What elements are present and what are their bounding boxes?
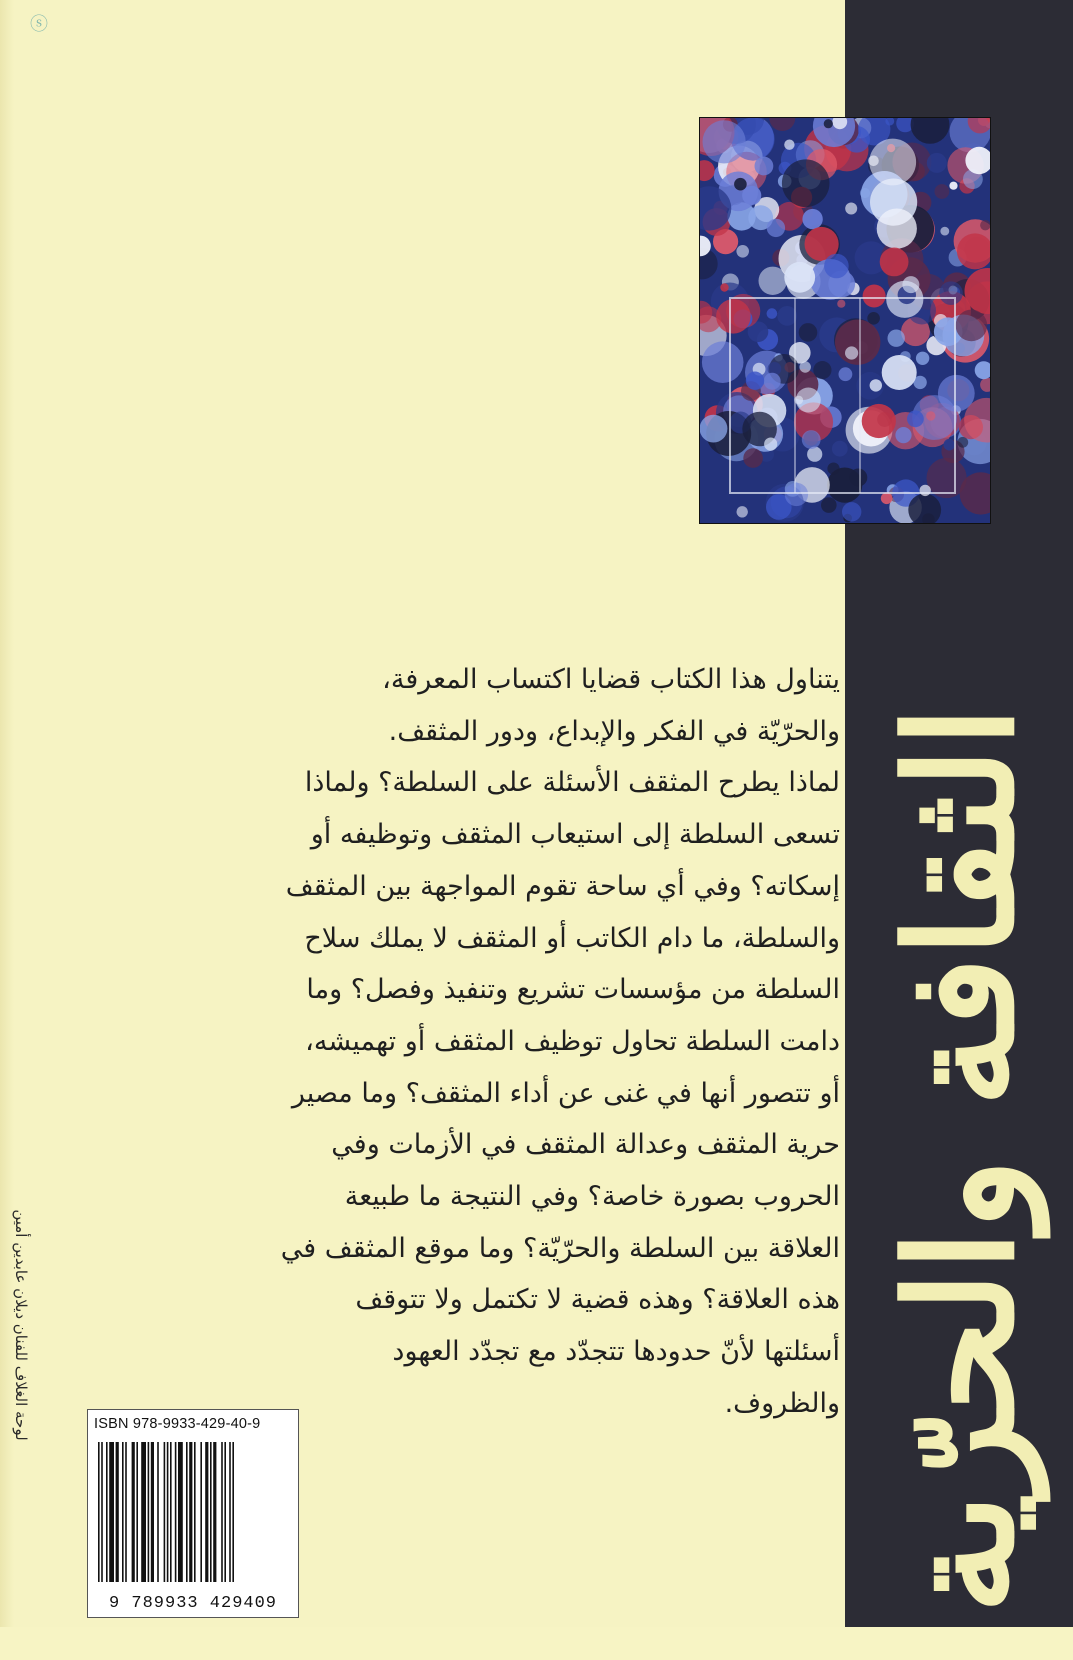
description [150, 654, 840, 1430]
cover-painting [700, 118, 990, 523]
corner-mark: ⓢ [30, 14, 48, 35]
barcode-digits: 9 789933 429409 [108, 1594, 278, 1613]
description-line: هذه العلاقة؟ وهذه قضية لا تكتمل ولا تتوقف [355, 1284, 840, 1316]
description-line: والظروف. [724, 1387, 840, 1419]
book-title: الثقافة والحرّية [873, 706, 1047, 1614]
barcode-bars [98, 1442, 288, 1582]
description-line: يتناول هذا الكتاب قضايا اكتساب المعرفة، [382, 664, 840, 695]
description-line: دامت السلطة تحاول توظيف المثقف أو تهميشه، [305, 1025, 840, 1057]
description-line: أسئلتها لأنّ حدودها تتجدّد مع تجدّد العهود [392, 1336, 840, 1368]
description-line: تسعى السلطة إلى استيعاب المثقف وتوظيفه أو [310, 819, 840, 851]
description-line: حرية المثقف وعدالة المثقف في الأزمات وفي [331, 1129, 840, 1161]
cover-credit: لوحة الغلاف للفنان ديلان عابدين أمين [12, 1209, 30, 1441]
description-line: الحروب بصورة خاصة؟ وفي النتيجة ما طبيعة [344, 1181, 840, 1213]
barcode [87, 1409, 299, 1618]
description-line: العلاقة بين السلطة والحرّيّة؟ وما موقع المثقف في [280, 1232, 840, 1264]
description-line: والحرّيّة في الفكر والإبداع، ودور المثقف. [388, 715, 840, 747]
description-line: إسكاته؟ وفي أي ساحة تقوم المواجهة بين المثقف [285, 870, 840, 902]
description-line: السلطة من مؤسسات تشريع وتنفيذ وفصل؟ وما [306, 974, 840, 1006]
description-line: أو تتصور أنها في غنى عن أداء المثقف؟ وما مصير [291, 1077, 840, 1109]
isbn-label: ISBN 978-9933-429-40-9 [94, 1416, 261, 1432]
description-line: لماذا يطرح المثقف الأسئلة على السلطة؟ ولماذا [304, 767, 840, 799]
description-line: والسلطة، ما دام الكاتب أو المثقف لا يملك سلاح [304, 922, 840, 954]
